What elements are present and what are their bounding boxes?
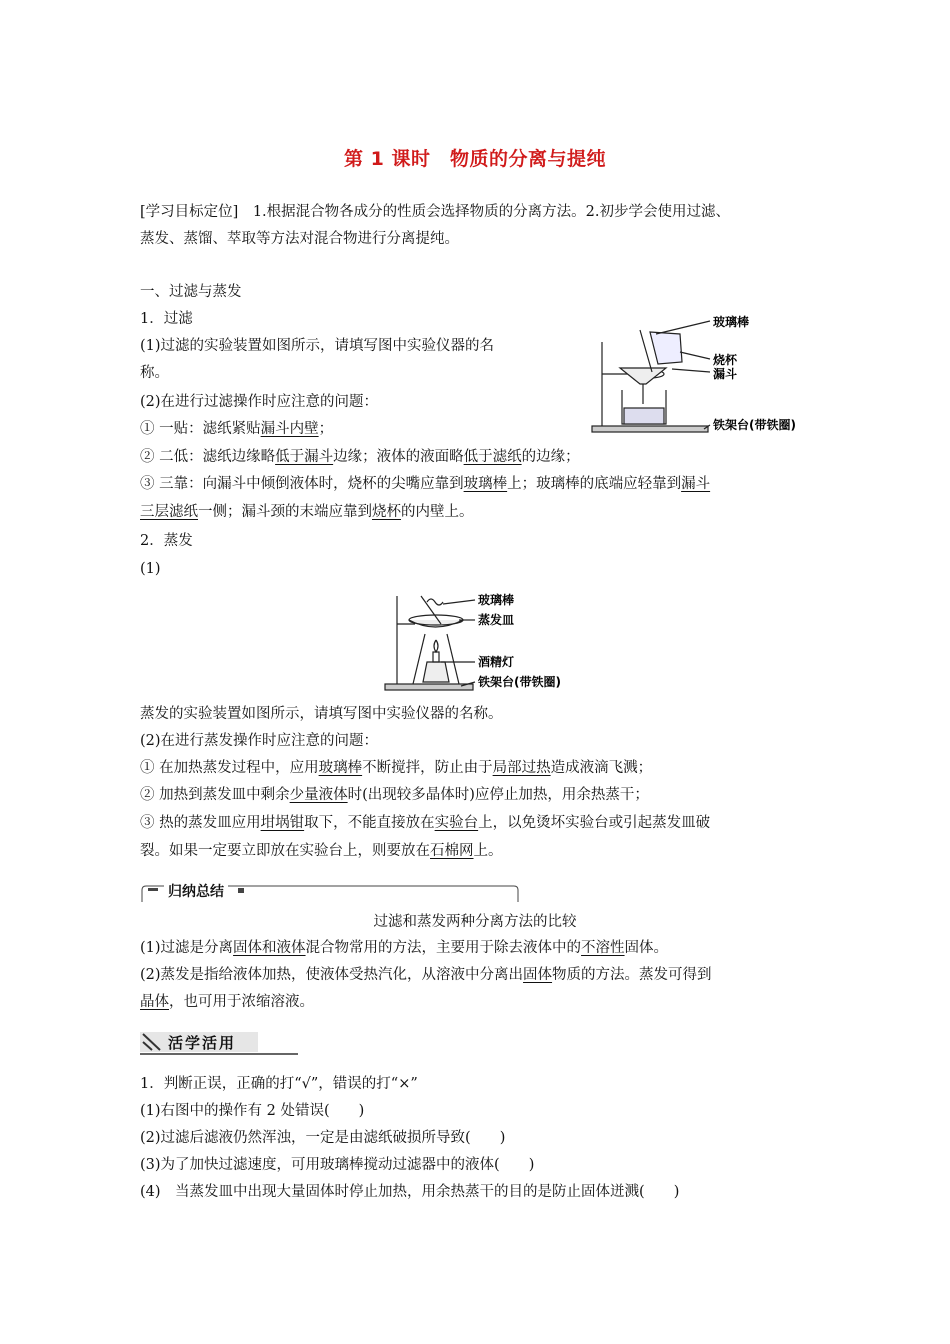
answer-blank: 玻璃棒 bbox=[318, 760, 363, 776]
answer-blank: 晶体 bbox=[140, 994, 169, 1010]
answer-blank: 实验台 bbox=[434, 815, 479, 831]
subsection-evaporation: 2．蒸发 bbox=[140, 533, 193, 549]
fig1-label-rod: 玻璃棒 bbox=[713, 315, 750, 329]
filtration-q2: (2)在进行过滤操作时应注意的问题： bbox=[140, 394, 379, 410]
evap-rule-3: ③ 热的蒸发皿应用坩埚钳取下，不能直接放在实验台上，以免烫坏实验台或引起蒸发皿破 bbox=[140, 815, 711, 831]
rule-two-low: ② 二低：滤纸边缘略低于漏斗边缘；液体的液面略低于滤纸的边缘； bbox=[140, 449, 580, 465]
summary-point-2: (2)蒸发是指给液体加热，使液体受热汽化，从溶液中分离出固体物质的方法。蒸发可得到 bbox=[140, 967, 712, 983]
subsection-filtration: 1．过滤 bbox=[140, 311, 193, 327]
fig2-label-dish: 蒸发皿 bbox=[478, 613, 515, 627]
fig1-label-beaker: 烧杯 bbox=[713, 353, 738, 367]
practice-header bbox=[140, 1030, 300, 1056]
objective-line-1: [学习目标定位] 1.根据混合物各成分的性质会选择物质的分离方法。2.初步学会使用过滤、 bbox=[140, 204, 730, 220]
answer-blank: 低于漏斗 bbox=[275, 449, 334, 465]
section-heading: 一、过滤与蒸发 bbox=[140, 284, 242, 300]
answer-blank: 三层滤纸 bbox=[140, 504, 198, 520]
practice-instruction: 1．判断正误，正确的打“√”，错误的打“×” bbox=[140, 1076, 418, 1092]
answer-blank: 石棉网 bbox=[430, 843, 474, 859]
evaporation-apparatus-figure bbox=[383, 590, 573, 694]
fig2-label-stand: 铁架台(带铁圈) bbox=[478, 675, 561, 689]
answer-blank: 玻璃棒 bbox=[463, 476, 508, 492]
answer-blank: 坩埚钳 bbox=[260, 815, 305, 831]
summary-subtitle: 过滤和蒸发两种分离方法的比较 bbox=[373, 914, 577, 930]
practice-label: 活学活用 bbox=[168, 1034, 237, 1052]
summary-point-2-cont: 晶体，也可用于浓缩溶液。 bbox=[140, 994, 314, 1010]
rule-three-lean-cont: 三层滤纸一侧；漏斗颈的末端应靠到烧杯的内壁上。 bbox=[140, 504, 474, 520]
evap-rule-1: ① 在加热蒸发过程中，应用玻璃棒不断搅拌，防止由于局部过热造成液滴飞溅； bbox=[140, 760, 653, 776]
rule-one-stick: ① 一贴：滤纸紧贴漏斗内壁； bbox=[140, 421, 334, 437]
answer-blank: 局部过热 bbox=[492, 760, 551, 776]
filtration-q1-line2: 称。 bbox=[140, 365, 169, 381]
evaporation-q2: (2)在进行蒸发操作时应注意的问题： bbox=[140, 733, 379, 749]
objective-line-2: 蒸发、蒸馏、萃取等方法对混合物进行分离提纯。 bbox=[140, 231, 459, 247]
fig1-label-stand: 铁架台(带铁圈) bbox=[713, 418, 796, 432]
answer-blank: 固体和液体 bbox=[233, 940, 306, 956]
practice-item-4: (4) 当蒸发皿中出现大量固体时停止加热，用余热蒸干的目的是防止固体迸溅( ) bbox=[140, 1184, 680, 1200]
practice-item-1: (1)右图中的操作有 2 处错误( ) bbox=[140, 1103, 365, 1119]
practice-item-2: (2)过滤后滤液仍然浑浊，一定是由滤纸破损所导致( ) bbox=[140, 1130, 506, 1146]
evap-rule-2: ② 加热到蒸发皿中剩余少量液体时(出现较多晶体时)应停止加热，用余热蒸干； bbox=[140, 787, 649, 803]
answer-blank: 漏斗 bbox=[681, 476, 711, 492]
filtration-q1-line1: (1)过滤的实验装置如图所示，请填写图中实验仪器的名 bbox=[140, 338, 495, 354]
fig1-label-funnel: 漏斗 bbox=[713, 367, 738, 381]
answer-blank: 烧杯 bbox=[372, 504, 401, 520]
answer-blank: 少量液体 bbox=[289, 787, 348, 803]
fig2-label-rod: 玻璃棒 bbox=[478, 593, 515, 607]
evap-rule-3-cont: 裂。如果一定要立即放在实验台上，则要放在石棉网上。 bbox=[140, 843, 503, 859]
evaporation-desc: 蒸发的实验装置如图所示，请填写图中实验仪器的名称。 bbox=[140, 706, 503, 722]
page-title: 第 1 课时 物质的分离与提纯 bbox=[344, 148, 606, 170]
answer-blank: 漏斗内壁 bbox=[260, 421, 319, 437]
filtration-apparatus-figure bbox=[586, 312, 816, 440]
practice-item-3: (3)为了加快过滤速度，可用玻璃棒搅动过滤器中的液体( ) bbox=[140, 1157, 535, 1173]
answer-blank: 低于滤纸 bbox=[463, 449, 522, 465]
rule-three-lean: ③ 三靠：向漏斗中倾倒液体时，烧杯的尖嘴应靠到玻璃棒上；玻璃棒的底端应轻靠到漏斗 bbox=[140, 476, 711, 492]
evaporation-q1: (1) bbox=[140, 561, 161, 577]
fig2-label-lamp: 酒精灯 bbox=[478, 655, 515, 669]
answer-blank: 不溶性 bbox=[581, 940, 625, 956]
answer-blank: 固体 bbox=[523, 967, 553, 983]
summary-point-1: (1)过滤是分离固体和液体混合物常用的方法，主要用于除去液体中的不溶性固体。 bbox=[140, 940, 669, 956]
summary-label: 归纳总结 bbox=[164, 881, 228, 901]
summary-header bbox=[140, 880, 520, 904]
